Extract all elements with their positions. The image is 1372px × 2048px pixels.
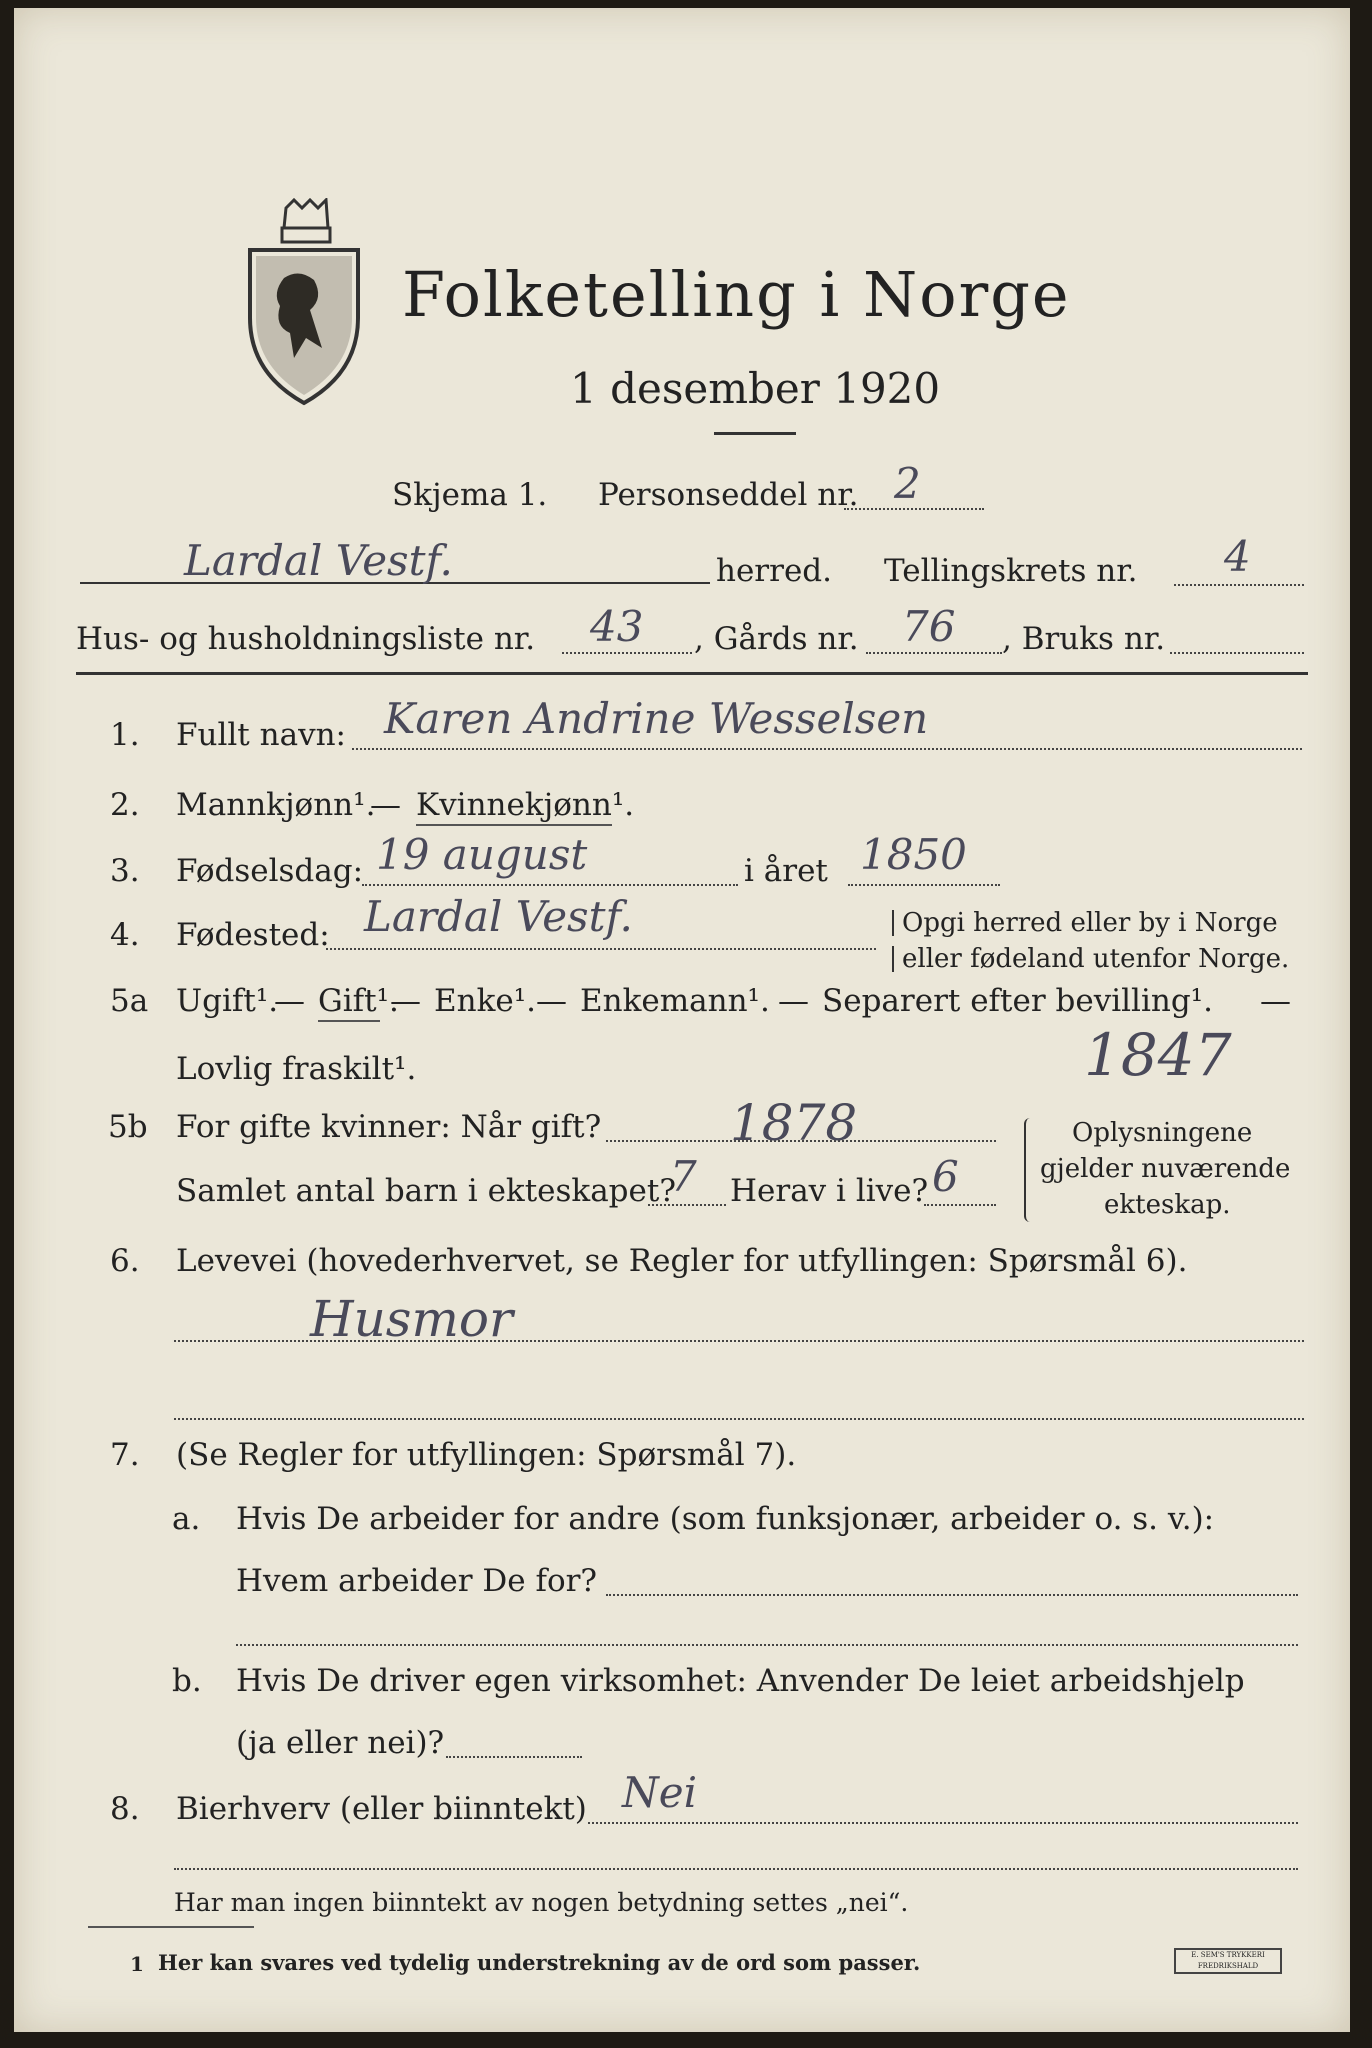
q8-value: Nei (622, 1768, 698, 1817)
q4-value: Lardal Vestf. (364, 892, 633, 941)
q5b-barn-line (648, 1204, 726, 1206)
q5b-value: 1878 (730, 1094, 858, 1152)
q8-number: 8. (110, 1791, 140, 1827)
q6-line-2 (174, 1418, 1304, 1420)
q1-line (352, 748, 1302, 750)
q7-label: (Se Regler for utfyllingen: Spørsmål 7). (176, 1437, 797, 1473)
q4-note-line2: eller fødeland utenfor Norge. (892, 946, 1289, 972)
q5b-note-bracket (1024, 1118, 1032, 1222)
q3-line (362, 884, 738, 886)
q3-year-value: 1850 (860, 830, 967, 879)
q6-label: Levevei (hovederhvervet, se Regler for utfyllingen: Spørsmål 6). (176, 1243, 1188, 1279)
q1-value: Karen Andrine Wesselsen (384, 694, 929, 743)
footnote-text: Her kan svares ved tydelig understrekning av de ord som passer. (158, 1950, 921, 1975)
q5a-lovlig-fraskilt: Lovlig fraskilt¹. (176, 1051, 417, 1087)
skjema-label: Skjema 1. (392, 477, 548, 513)
q7a-label-2: Hvem arbeider De for? (236, 1563, 598, 1599)
hus-line (562, 652, 692, 654)
q7b-label-2: (ja eller nei)? (236, 1725, 445, 1761)
q5a-gift: Gift¹. (318, 983, 399, 1019)
q8-line-2 (174, 1868, 1298, 1870)
q5a-dash-1: — (274, 983, 305, 1019)
q5a-dash-5: — (1260, 983, 1291, 1019)
q6-value: Husmor (310, 1290, 513, 1348)
bruks-label: , Bruks nr. (1002, 621, 1166, 657)
q6-line-1 (174, 1340, 1304, 1342)
q2-female-underline (416, 824, 612, 826)
document-title: Folketelling i Norge (402, 258, 1071, 331)
q5b-note-line1: Oplysningene (1072, 1118, 1253, 1148)
q5b-note-line3: ekteskap. (1104, 1190, 1231, 1220)
q7b-label: Hvis De driver egen virksomhet: Anvender De leiet arbeidshjelp (236, 1663, 1245, 1699)
footnote-divider (88, 1926, 254, 1928)
q2-female: Kvinnekjønn¹. (416, 787, 635, 823)
gards-line (866, 652, 1002, 654)
q5a-dash-2: — (390, 983, 421, 1019)
q4-label: Fødested: (176, 917, 330, 953)
q1-number: 1. (110, 717, 140, 753)
q7-number: 7. (110, 1437, 140, 1473)
personseddel-label: Personseddel nr. (598, 477, 859, 513)
q7b-line (446, 1756, 582, 1758)
title-divider (714, 432, 796, 435)
q5a-gift-underline (318, 1020, 380, 1022)
q3-number: 3. (110, 853, 140, 889)
q7a-letter: a. (172, 1501, 201, 1537)
q5b-note-line2: gjelder nuværende (1040, 1154, 1291, 1184)
q4-note-line1: Opgi herred eller by i Norge (892, 910, 1278, 936)
q5b-live-value: 6 (932, 1152, 959, 1201)
q4-line (326, 948, 876, 950)
footnote-number: 1 (130, 1952, 144, 1976)
census-form-page (14, 8, 1350, 2032)
tellingskrets-value: 4 (1224, 532, 1251, 581)
coat-of-arms-icon (244, 198, 364, 408)
q5b-live-label: Herav i live? (730, 1173, 929, 1209)
printer-stamp: E. SEM'S TRYKKERI FREDRIKSHALD (1174, 1948, 1282, 1974)
footer-note: Har man ingen biinntekt av nogen betydning settes „nei“. (174, 1888, 909, 1917)
q2-separator: — (370, 787, 401, 823)
personseddel-value: 2 (894, 459, 921, 508)
q5a-number: 5a (110, 983, 149, 1019)
hus-value: 43 (590, 602, 644, 651)
gards-value: 76 (902, 602, 956, 651)
q2-number: 2. (110, 787, 140, 823)
q7a-label: Hvis De arbeider for andre (som funksjonær, arbeider o. s. v.): (236, 1501, 1215, 1537)
q5b-live-line (924, 1204, 996, 1206)
gards-label: , Gårds nr. (694, 621, 859, 657)
q5a-enke: Enke¹. (434, 983, 537, 1019)
q8-label: Bierhverv (eller biinntekt) (176, 1791, 587, 1827)
q5b-barn-value: 7 (670, 1152, 697, 1201)
q7a-line-2 (236, 1644, 1298, 1646)
census-date: 1 desember 1920 (570, 364, 941, 413)
header-divider (76, 672, 1308, 675)
q5a-dash-4: — (778, 983, 809, 1019)
herred-value: Lardal Vestf. (184, 536, 453, 585)
q3-value: 19 august (376, 830, 588, 879)
herred-label: herred. (716, 553, 832, 589)
q3-label: Fødselsdag: (176, 853, 364, 889)
bruks-line (1170, 652, 1304, 654)
q5b-barn-label: Samlet antal barn i ekteskapet? (176, 1173, 676, 1209)
q7a-line-1 (606, 1594, 1298, 1596)
tellingskrets-label: Tellingskrets nr. (884, 553, 1138, 589)
q3-year-line (848, 884, 1000, 886)
q1-label: Fullt navn: (176, 717, 346, 753)
q5a-separert: Separert efter bevilling¹. (822, 983, 1213, 1019)
q5a-enkemann: Enkemann¹. (580, 983, 770, 1019)
q2-male: Mannkjønn¹. (176, 787, 376, 823)
q5a-year-note: 1847 (1084, 1021, 1232, 1089)
q5b-label: For gifte kvinner: Når gift? (176, 1109, 602, 1145)
tellingskrets-line (1174, 584, 1304, 586)
hus-label: Hus- og husholdningsliste nr. (76, 621, 536, 657)
personseddel-line (844, 508, 984, 510)
q4-number: 4. (110, 917, 140, 953)
q5a-ugift: Ugift¹. (176, 983, 279, 1019)
q7b-letter: b. (172, 1663, 202, 1699)
q8-line (588, 1822, 1298, 1824)
q6-number: 6. (110, 1243, 140, 1279)
q5b-number: 5b (108, 1109, 148, 1145)
q5a-dash-3: — (536, 983, 567, 1019)
q3-year-label: i året (744, 853, 828, 889)
